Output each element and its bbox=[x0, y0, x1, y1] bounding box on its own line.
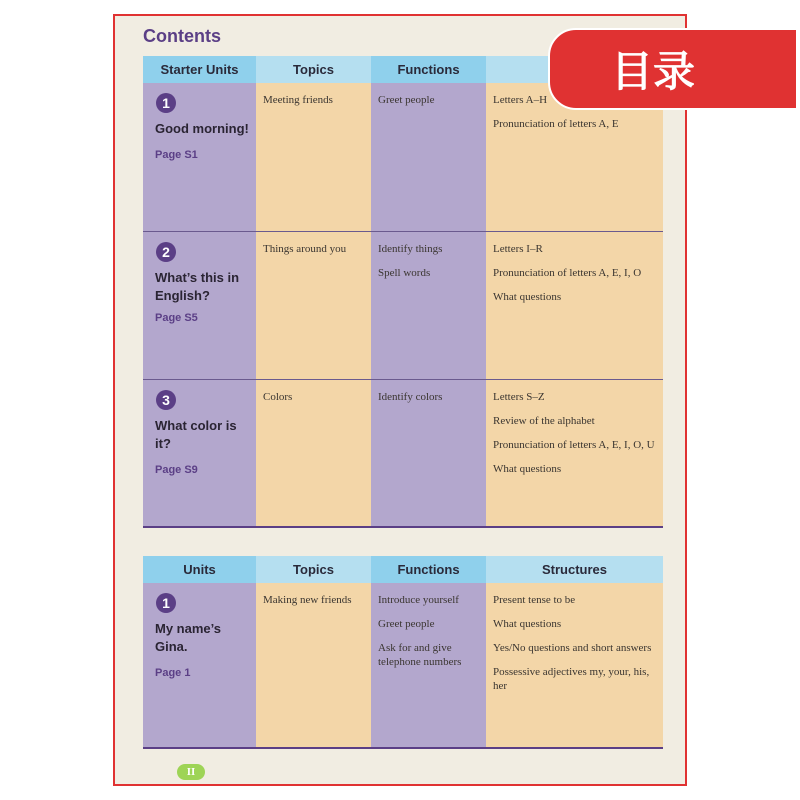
header-functions: Functions bbox=[371, 56, 486, 83]
unit-cell bbox=[143, 83, 256, 231]
structure-item: Possessive adjectives my, your, his, her bbox=[493, 666, 650, 692]
structure-item: What questions bbox=[493, 618, 562, 630]
letters-item: Pronunciation of letters A, E bbox=[493, 118, 619, 130]
topics-cell bbox=[256, 379, 371, 527]
topics-cell bbox=[256, 583, 371, 748]
topic-item: Meeting friends bbox=[263, 94, 333, 106]
header-topics: Topics bbox=[256, 56, 371, 83]
functions-cell bbox=[371, 231, 486, 379]
functions-cell bbox=[371, 583, 486, 748]
letters-item: Review of the alphabet bbox=[493, 414, 595, 427]
unit-number-badge: 2 bbox=[156, 242, 176, 262]
topic-item: Colors bbox=[263, 390, 293, 403]
function-item: Greet people bbox=[378, 94, 435, 106]
contents-title: Contents bbox=[143, 26, 221, 46]
page-number-badge: II bbox=[177, 764, 205, 780]
structure-item: Present tense to be bbox=[493, 594, 576, 606]
unit-title: What color is it? bbox=[155, 417, 237, 451]
starter-units-table bbox=[143, 56, 663, 528]
header-functions: Functions bbox=[371, 556, 486, 583]
textbook-page bbox=[115, 16, 685, 784]
header-units: Units bbox=[143, 556, 256, 583]
table-row bbox=[143, 583, 663, 748]
function-item: Identify colors bbox=[378, 390, 443, 403]
functions-cell bbox=[371, 379, 486, 527]
letters-item: What questions bbox=[493, 462, 562, 475]
unit-number-badge: 1 bbox=[156, 93, 176, 113]
unit-page: Page S1 bbox=[155, 149, 198, 161]
unit-title: Good morning! bbox=[155, 121, 249, 136]
letters-cell bbox=[486, 231, 663, 379]
table-row bbox=[143, 231, 663, 379]
function-item: Introduce yourself bbox=[378, 594, 459, 606]
functions-cell bbox=[371, 83, 486, 231]
letters-item: Letters S–Z bbox=[493, 390, 545, 403]
header-starter-units: Starter Units bbox=[143, 56, 256, 83]
unit-title: What’s this in English? bbox=[155, 269, 240, 303]
topic-item: Making new friends bbox=[263, 594, 352, 606]
function-item: Spell words bbox=[378, 266, 431, 279]
topic-item: Things around you bbox=[263, 242, 347, 255]
function-item: Greet people bbox=[378, 618, 435, 630]
topics-cell bbox=[256, 83, 371, 231]
unit-page: Page S5 bbox=[155, 311, 198, 324]
table-row bbox=[143, 379, 663, 527]
unit-page: Page 1 bbox=[155, 667, 191, 679]
unit-number-badge: 3 bbox=[156, 390, 176, 410]
letters-item: Letters I–R bbox=[493, 242, 543, 255]
unit-cell bbox=[143, 583, 256, 748]
header-structures: Structures bbox=[486, 556, 663, 583]
unit-cell bbox=[143, 379, 256, 527]
topics-cell bbox=[256, 231, 371, 379]
letters-item: What questions bbox=[493, 290, 562, 303]
letters-item: Pronunciation of letters A, E, I, O, U bbox=[493, 438, 655, 451]
unit-cell bbox=[143, 231, 256, 379]
units-table bbox=[143, 556, 663, 749]
unit-title: My name’s Gina. bbox=[155, 621, 221, 654]
unit-number-badge: 1 bbox=[156, 593, 176, 613]
structures-cell bbox=[486, 583, 663, 748]
letters-item: Letters A–H bbox=[493, 94, 548, 106]
letters-item: Pronunciation of letters A, E, I, O bbox=[493, 266, 642, 279]
contents-label-badge: 目录 bbox=[548, 28, 798, 110]
page-frame bbox=[113, 14, 687, 786]
unit-page: Page S9 bbox=[155, 463, 198, 476]
function-item: Ask for and give telephone numbers bbox=[378, 642, 462, 668]
function-item: Identify things bbox=[378, 242, 443, 255]
structure-item: Yes/No questions and short answers bbox=[493, 642, 652, 654]
letters-cell bbox=[486, 379, 663, 527]
header-topics: Topics bbox=[256, 556, 371, 583]
